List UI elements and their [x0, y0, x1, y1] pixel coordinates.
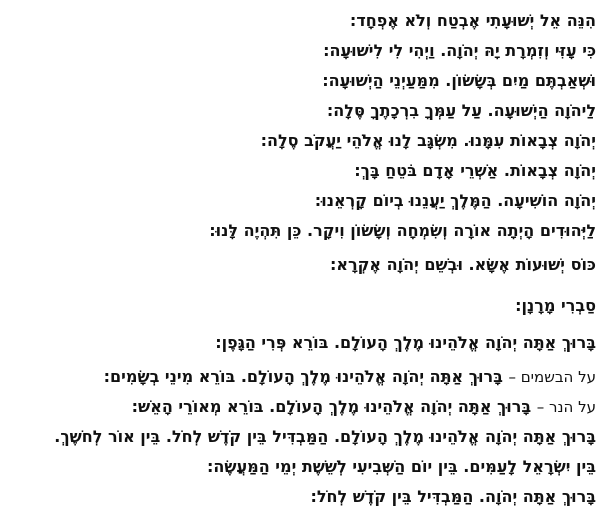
verse-line-8: לַיְּהוּדִים הָיְתָה אוֹרָה וְשִׂמְחָה וְשָׂשׂוֹן וִיקָר. כֵּן תִּהְיֶה לָּנוּ: — [209, 221, 596, 240]
verse-line-7: יְהֹוָה הוֹשִׁיעָה. הַמֶּלֶךְ יַעֲנֵנוּ בְיוֹם קָרְאֵנוּ: — [314, 191, 596, 210]
instruction-ner: על הנר – — [536, 398, 596, 416]
blessing-havdalah-line-1: בָּרוּךְ אַתָּה יְהֹוָה אֱלֹהֵינוּ מֶלֶךְ הָעוֹלָם. הַמַּבְדִּיל בֵּין קֹדֶשׁ לְחֹל. בֵּין אוֹר לְחשֶׁךְ. — [54, 427, 596, 446]
verse-line-2: כִּי עָזִּי וְזִמְרָת יָהּ יְהֹוָה. וַיְהִי לִי לִישׁוּעָה: — [323, 41, 596, 60]
savri-maranan: סַבְרִי מָרָנָן: — [515, 296, 596, 315]
blessing-hagafen: בָּרוּךְ אַתָּה יְהֹוָה אֱלֹהֵינוּ מֶלֶךְ הָעוֹלָם. בּוֹרֵא פְּרִי הַגָּפֶן: — [215, 333, 596, 352]
blessing-ner: בָּרוּךְ אַתָּה יְהֹוָה אֱלֹהֵינוּ מֶלֶךְ הָעוֹלָם. בּוֹרֵא מְאוֹרֵי הָאֵשׁ: — [131, 397, 532, 416]
blessing-besamim-row — [4, 362, 596, 392]
blessing-havdalah-line-2: בֵּין יִשְׂרָאֵל לָעַמִּים. בֵּין יוֹם הַשְּׁבִיעִי לְשֵׁשֶׁת יְמֵי הַמַּעֲשֶׂה: — [207, 457, 596, 476]
verse-line-6: יְהֹוָה צְבָאוֹת. אַשְׁרֵי אָדָם בֹּטֵחַ בָּךְ: — [354, 161, 596, 180]
instruction-besamim: על הבשמים – — [508, 368, 596, 386]
blessing-besamim: בָּרוּךְ אַתָּה יְהֹוָה אֱלֹהֵינוּ מֶלֶךְ הָעוֹלָם. בּוֹרֵא מִינֵי בְשָׂמִים: — [103, 367, 503, 386]
blessings-section — [4, 328, 596, 512]
opening-verses — [4, 6, 596, 280]
verse-line-5: יְהֹוָה צְבָאוֹת עִמָּנוּ. מִשְׂגָּב לָנוּ אֱלֹהֵי יַעֲקֹב סֶלָה: — [260, 131, 596, 150]
blessing-havdalah-chatima: בָּרוּךְ אַתָּה יְהֹוָה. הַמַּבְדִּיל בֵּין קֹדֶשׁ לְחֹל: — [310, 487, 596, 506]
verse-line-3: וּשְׁאַבְתֶּם מַיִם בְּשָׂשׂוֹן. מִמַּעַיְנֵי הַיְשׁוּעָה: — [322, 71, 596, 90]
blessing-ner-row — [4, 392, 596, 422]
verse-line-4: לַיהֹוָה הַיְשׁוּעָה. עַל עַמְּךָ בִרְכָתֶךָ סֶּלָה: — [326, 101, 596, 120]
verse-line-9: כּוֹס יְשׁוּעוֹת אֶשָּׂא. וּבְשֵׁם יְהֹוָה אֶקְרָא: — [329, 255, 596, 274]
verse-line-1: הִנֵּה אֵל יְשׁוּעָתִי אֶבְטַח וְלֹא אֶפְחָד: — [349, 11, 596, 30]
